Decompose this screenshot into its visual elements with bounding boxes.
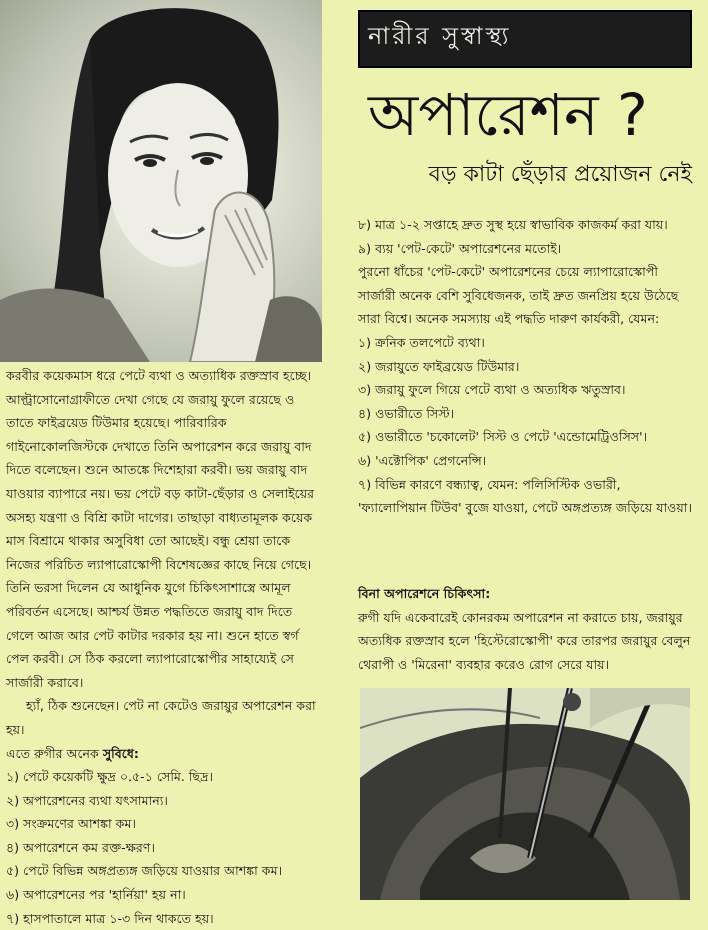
second-paragraph: হ্যাঁ, ঠিক শুনেছেন। পেট না কেটেও জরায়ুর অপারেশন করা হয়। (6, 698, 316, 737)
condition-item: ১) ক্রনিক তলপেটে ব্যথা। (358, 334, 485, 350)
benefits-heading (6, 742, 318, 766)
benefit-item: ৭) হাসপাতালে মাত্র ১-৩ দিন থাকতে হয়। (6, 910, 214, 926)
right-column (358, 213, 692, 520)
woman-photo (0, 0, 322, 362)
benefit-item-8: ৮) মাত্র ১-২ সপ্তাহে দ্রুত সুস্থ হয়ে স্বাভাবিক কাজকর্ম করা যায়। (358, 217, 668, 232)
subheadline: বড় কাটা ছেঁড়ার প্রয়োজন নেই (428, 162, 692, 187)
benefit-item: ৩) সংক্রমণের আশঙ্কা কম। (6, 816, 136, 832)
benefits-intro: এতে রুগীর অনেক (6, 745, 99, 761)
laparoscopy-illustration (360, 688, 690, 900)
condition-item: ৭) বিভিন্ন কারণে বন্ধ্যাত্ব, যেমন: পলিসিস্টিক ওভারী, 'ফ্যালোপিয়ান টিউব' বুজে যাওয়া, পেটে অঙ্গপ্রত্যঙ্গ জড়িয়ে যাওয়া। (358, 476, 692, 516)
section-tag-text: নারীর সুস্বাস্থ্য (368, 22, 512, 50)
condition-item: ৫) ওভারীতে 'চকোলেট' সিস্ট ও পেটে 'এন্ডোমেট্রিওসিস'। (358, 429, 648, 445)
condition-item: ৬) 'এক্টোপিক' প্রেগনেন্সি। (358, 452, 487, 468)
benefit-item: ১) পেটে কয়েকটি ক্ষুদ্র ০.৫-১ সেমি. ছিদ্র। (6, 769, 214, 785)
benefit-item: ২) অপারেশনের ব্যথা যৎসামান্য। (6, 792, 168, 808)
benefit-item: ৬) অপারেশনের পর 'হার্নিয়া' হয় না। (6, 887, 186, 903)
no-operation-text: রুগী যদি একেবারেই কোনরকম অপারেশন না করাতে চায়, জরায়ুর অত্যধিক রক্তস্রাব হলে 'হিস্টেরোস্কোপী' করে তারপর জরায়ুর বেলুন থেরাপী ও 'মিরেনা' ব্যবহার করেও রোগ সেরে যায়। (358, 609, 691, 672)
benefit-item-9: ৯) ব্যয় 'পেট-কেটে' অপারেশনের মতোই। (358, 240, 562, 256)
condition-item: ২) জরায়ুতে ফাইব্রয়েড টিউমার। (358, 358, 520, 374)
no-operation-section (358, 582, 692, 676)
benefit-item: ৫) পেটে বিভিন্ন অঙ্গপ্রত্যঙ্গ জড়িয়ে যাওয়ার আশঙ্কা কম। (6, 863, 283, 879)
benefit-item: ৪) অপারেশনে কম রক্ত-ক্ষরণ। (6, 839, 155, 855)
condition-item: ৪) ওভারীতে সিস্ট। (358, 405, 455, 421)
laparoscopy-paragraph: পুরনো ধাঁচের 'পেট-কেটে' অপারেশনের চেয়ে ল্যাপারোস্কোপী সার্জারী অনেক বেশি সুবিধেজনক, তাই দ্রুত জনপ্রিয় হয়ে উঠেছে সারা বিশ্বে। অনেক সমস্যায় এই পদ্ধতি দারুণ কার্যকরী, যেমন: (358, 264, 679, 327)
intro-paragraph: করবীর কয়েকমাস ধরে পেটে ব্যথা ও অত্যাধিক রক্তস্রাব হচ্ছে। আল্ট্রাসোনোগ্রাফীতে দেখা গেছে যে জরায়ু ফুলে রয়েছে ও তাতে ফাইব্রয়েড টিউমার হয়েছে। পারিবারিক গাইনোকোলজিস্টকে দেখাতে তিনি অপারেশন করে জরায়ু বাদ দিতে বলেছেন। শুনে আতঙ্কে দিশেহারা করবী। ভয় জরায়ু বাদ যাওয়ার ব্যাপারে নয়। ভয় পেটে বড় কাটা-ছেঁড়ার ও সেলাইয়ের অসহ্য যন্ত্রণা ও বিশ্রি কাটা দাগের। তাছাড়া বাধ্যতামূলক কয়েক মাস বিশ্রামে থাকার অসুবিধা তো আছেই। বন্ধু শ্রেয়া তাকে নিজের পরিচিত ল্যাপারোস্কোপী বিশেষজ্ঞের কাছে নিয়ে গেছে। তিনি ভরসা দিলেন যে আধুনিক যুগে চিকিৎসাশাস্ত্রে আমূল পরিবর্তন এসেছে। আশ্চর্য উন্নত পদ্ধতিতে জরায়ু বাদ দিতে গেলে আজ আর পেট কাটার দরকার হয় না। শুনে হাতে স্বর্গ পেল করবী। সে ঠিক করলো ল্যাপারোস্কোপীর সাহায্যেই সে সার্জারী করাবে। (6, 368, 315, 690)
headline: অপারেশন ? (368, 81, 648, 149)
section-tag (358, 10, 692, 68)
left-column (6, 364, 318, 930)
condition-item: ৩) জরায়ু ফুলে গিয়ে পেটে ব্যথা ও অত্যধিক ঋতুস্রাব। (358, 382, 626, 398)
no-operation-heading: বিনা অপারেশনে চিকিৎসা: (358, 586, 491, 601)
benefits-word: সুবিধে: (102, 745, 139, 761)
